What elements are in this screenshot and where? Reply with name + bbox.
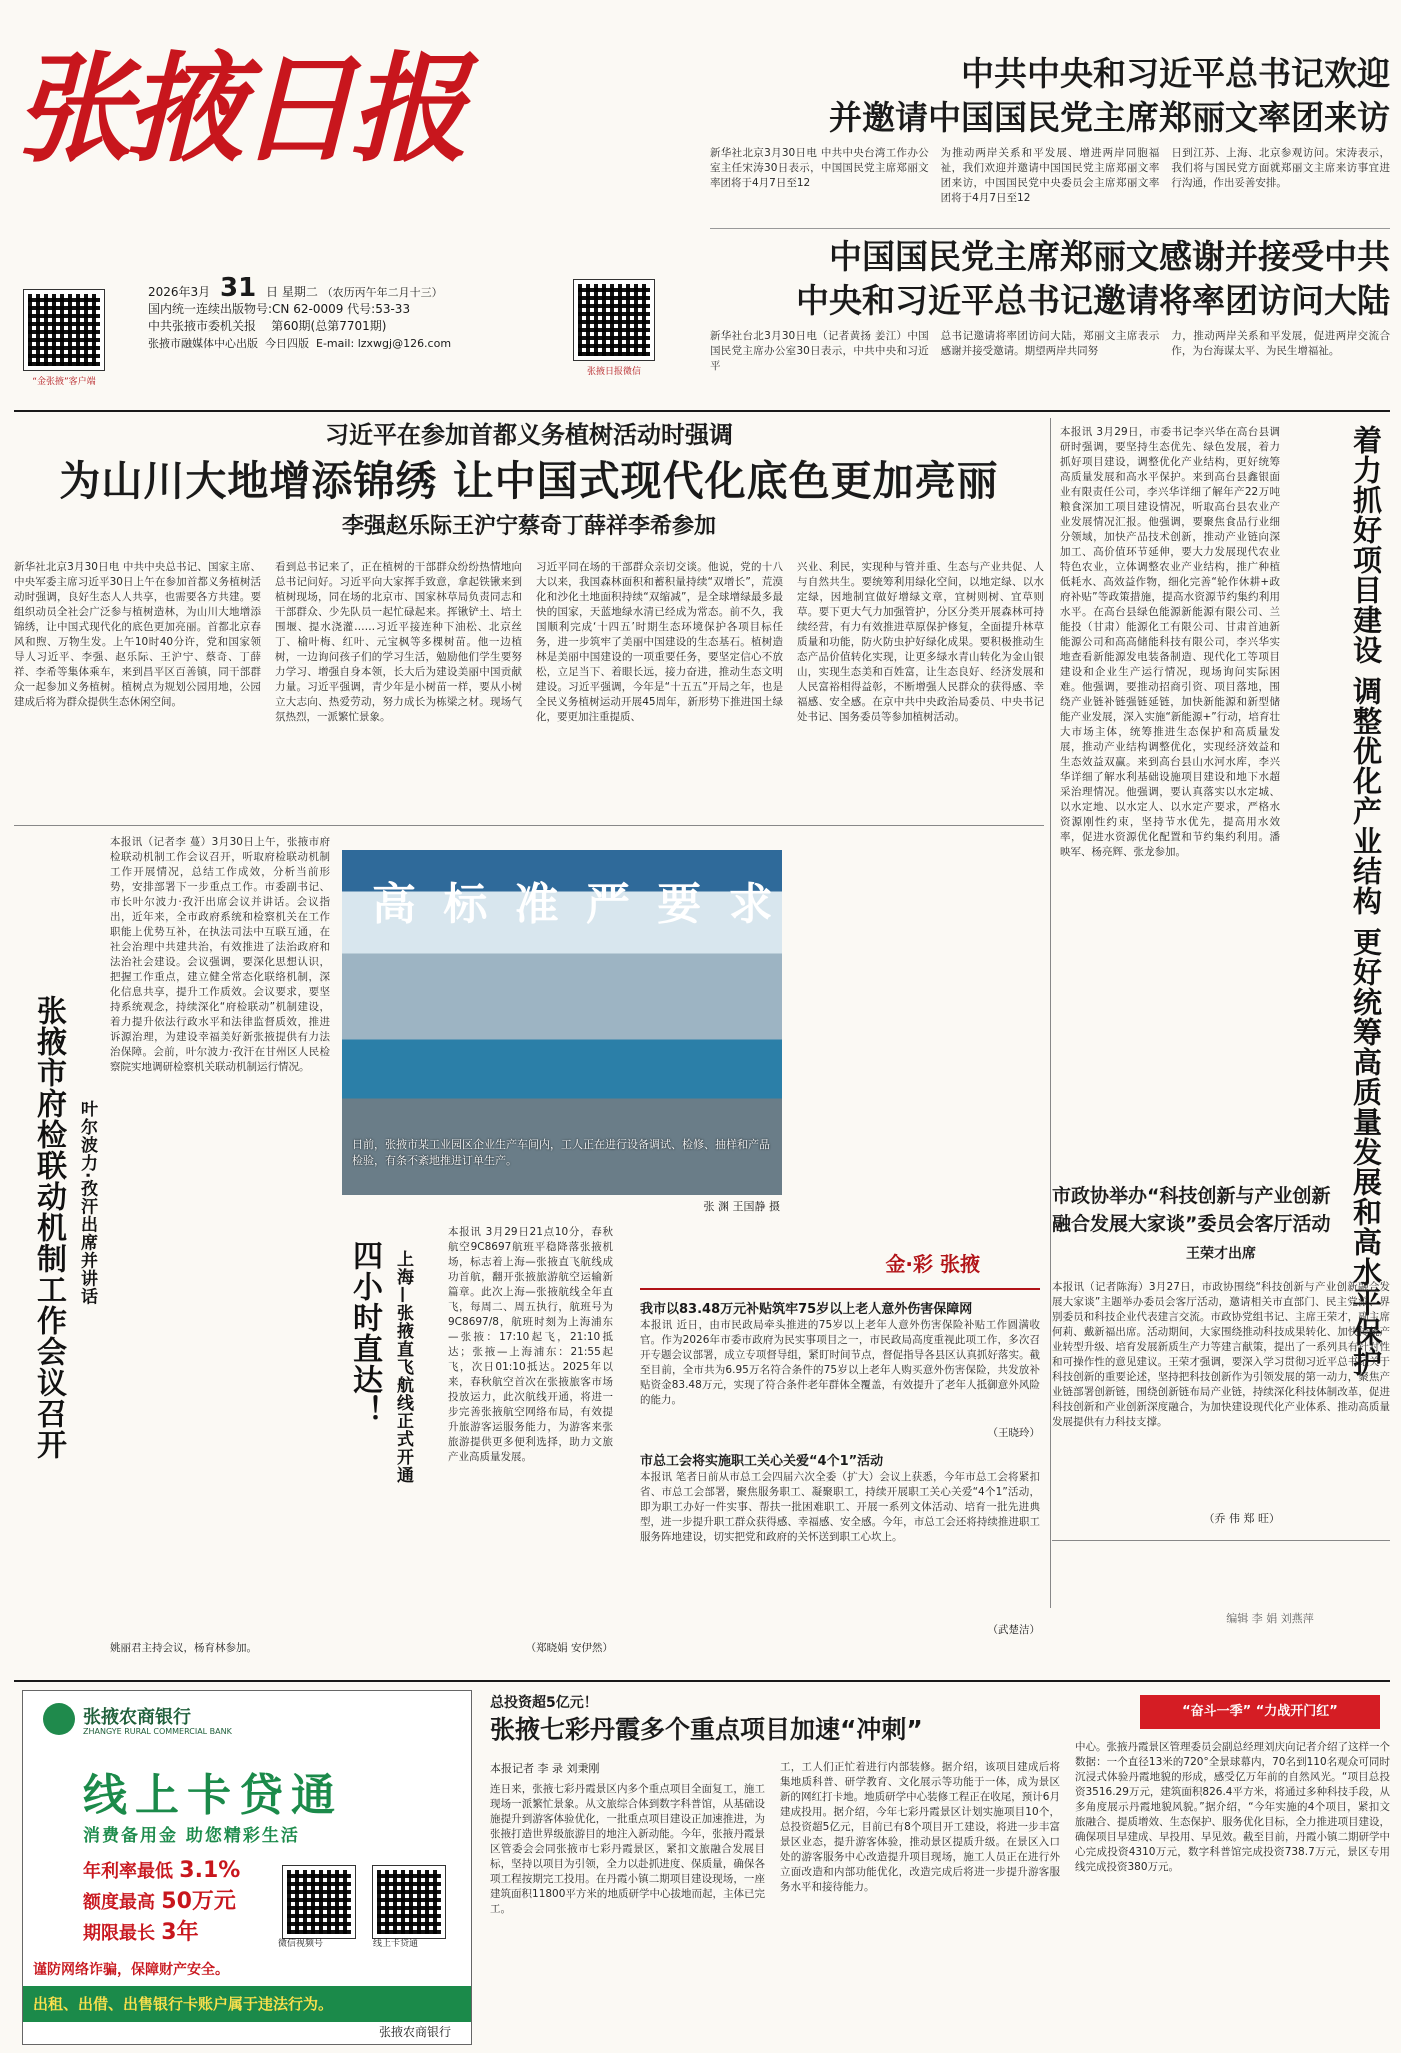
qicai-headline: 张掖七彩丹霞多个重点项目加速“冲刺”	[490, 1715, 923, 1744]
divider	[710, 228, 1390, 229]
masthead-info	[148, 273, 568, 376]
story1-title-2: 并邀请中国国民党主席郑丽文率团来访	[829, 98, 1390, 137]
divider	[14, 825, 1044, 826]
ad-product: 线上卡贷通	[83, 1770, 343, 1821]
news-photo	[342, 850, 782, 1195]
weekday: 日 星期二	[266, 285, 318, 299]
ad-footer: 张掖农商银行	[378, 2025, 451, 2039]
bank-name: 张掖农商银行	[83, 1707, 191, 1728]
flight-headline: 四小时直达！	[347, 1240, 382, 1426]
flight-subhead: 上海—张掖直飞航线正式开通	[393, 1250, 413, 1484]
qr-code-icon	[283, 1866, 355, 1938]
photo-caption: 日前，张掖市某工业园区企业生产车间内，工人正在进行设备调试、检修、抽样和产品检验，有条不紊地推进订单生产。	[352, 1138, 770, 1167]
left-story-headline: 张掖市府检联动机制工作会议召开	[31, 995, 66, 1460]
lead-col2: 看到总书记来了，正在植树的干部群众纷纷热情地向总书记问好。习近平向大家挥手致意，拿起铁锹来到植树现场，同在场的北京市、国家林草局负责同志和干部群众、少先队员一起忙碌起来。挥锹铲土、培土围堰、提水浇灌……习近平接连种下油松、北京丝丁、榆叶梅、红叶、元宝枫等多棵树苗。他一边植树，一边询问孩子们的学习生活，勉励他们学生要努力学习、增强自身本领，长大后为建设美丽中国贡献力量。习近平强调，青少年是小树苗一样，要从小树立大志向、热爱劳动，努力成长为栋梁之材。现场气氛热烈，一派繁忙景象。	[275, 561, 522, 723]
sponsor: 中共张掖市委机关报	[148, 319, 257, 333]
photo-credit: 张 渊 王国静 摄	[703, 1200, 780, 1213]
story1-col2: 为推动两岸关系和平发展、增进两岸同胞福祉，我们欢迎并邀请中国国民党主席郑丽文率团来访，中国国民党中央委员会主席郑丽文率团将于4月7日至12	[940, 147, 1160, 204]
lead-col4: 兴业、利民，实现种与管并重、生态与产业共促、人与自然共生。要统筹利用绿化空间，以地定绿、以水定绿，因地制宜做好增绿文章，宜树则树、宜草则草。要下更大气力加强管护，分区分类开展森林可持续经营，有力有效推进草原保护修复，全面提升林草质量和功能，防火防虫护好绿化成果。要积极推动生态产品价值转化实现，让更多绿水青山转化为金山银山，实现生态美和百姓富，让生态良好、经济发展和人民富裕相得益彰，不断增强人民群众的获得感、幸福感、安全感。在京中共中央政治局委员、中央书记处书记、国务委员等参加植树活动。	[797, 561, 1044, 723]
column-divider	[1050, 418, 1051, 1608]
story2-title-1: 中国国民党主席郑丽文感谢并接受中共	[829, 237, 1390, 276]
bank-ad[interactable]	[22, 1690, 472, 2045]
top-story-1	[710, 52, 1390, 232]
qicai-kicker: 总投资超5亿元！	[490, 1695, 598, 1711]
rate-value: 3.1%	[179, 1858, 241, 1883]
cppcc-headline-2: 融合发展大家谈”委员会客厅活动	[1052, 1213, 1331, 1235]
qr-right-label: 张掖日报微信	[586, 367, 641, 377]
qr-code-icon	[24, 290, 104, 370]
cppcc-subhead: 王荣才出席	[1186, 1246, 1256, 1262]
jincai-title: 金·彩 张掖	[885, 1252, 980, 1276]
right-lead-body: 本报讯 3月29日，市委书记李兴华在高台县调研时强调，要坚持生态优先、绿色发展，着力抓好项目建设，调整优化产业结构，更好统筹高质量发展和高水平保护。来到高台县鑫银面业有限责任公司，李兴华详细了解年产22万吨粮食深加工项目建设情况，听取高台县农业产业发展情况汇报。他强调，要聚焦食品行业细分领域，加快产品技术创新，推动产业链向深加工、高价值环节延伸，要大力发展现代农业特色农业，立体调整农业产业结构，推广种植低耗水、高效益作物，细化完善“轮作休耕+政府补贴”等政策措施，提高水资源节约集约利用水平。在高台县绿色能源新能源有限公司、兰能投（甘肃）能源化工有限公司、甘肃首迪新能源公司和高高储能科技有限公司，李兴华实地查看新能源发电装备制造、现代化工等项目建设和企业生产运行情况，现场询问实际困难。他强调，要推动招商引资、项目落地，围绕产业链补链强链延链，加快新能源和新型储能产业发展，深入实施“新能源+”行动，培育壮大市场主体，统筹推进生态保护和高质量发展，推动产业结构调整优化，实现经济效益和生态效益双赢。来到高台县山水河水库，李兴华详细了解水利基础设施项目建设和地下水超采治理情况。他强调，要认真落实以水定城、以水定地、以水定人、以水定产要求，严格水资源刚性约束，坚持节水优先，提高用水效率，促进水资源优化配置和节约集约利用。潘映军、杨亮辉、张龙参加。	[1060, 426, 1280, 858]
jincai-body2: 本报讯 笔者日前从市总工会四届六次全委（扩大）会议上获悉，今年市总工会将紧扣省、市总工会部署，聚焦服务职工、凝聚职工，持续开展职工关心关爱“4个1”活动，即为职工办好一件实事、帮扶一批困难职工、开展一系列文体活动、培育一批先进典型，进一步提升职工群众获得感、幸福感、安全感。今年，市总工会还将持续推进职工服务阵地建设，切实把党和政府的关怀送到职工心坎上。	[640, 1471, 1040, 1543]
lead-story	[14, 418, 1044, 818]
cn-number: 国内统一连续出版物号:CN 62-0009 代号:53-33	[148, 302, 411, 316]
right-lead-headline: 着力抓好项目建设 调整优化产业结构 更好统筹高质量发展和高水平保护	[1349, 425, 1383, 1378]
lead-col3: 习近平同在场的干部群众亲切交谈。他说，党的十八大以来，我国森林面积和蓄积量持续“双增长”，荒漠化和沙化土地面积持续“双缩减”，是全球增绿最多最快的国家，天蓝地绿水清已经成为常态。前不久，我国顺利完成‘十四五’时期生态环境保护各项目标任务，进一步筑牢了美丽中国建设的生态基石。植树造林是美丽中国建设的一项重要任务，要坚定信心不放松，立足当下、着眼长远，接力奋进，推动生态文明建设。习近平强调，今年是“十五五”开局之年，也是全民义务植树运动开展45周年，新形势下推进国土绿化，要更加注重提质、	[536, 561, 783, 723]
qicai-badge: “奋斗一季” “力战开门红”	[1140, 1695, 1380, 1729]
story1-col1: 新华社北京3月30日电 中共中央台湾工作办公室主任宋涛30日表示，中国国民党主席郑丽文率团将于4月7日至12	[710, 147, 929, 189]
story2-title-2: 中央和习近平总书记邀请将率团访问大陆	[796, 281, 1390, 320]
flight-byline: （郑晓娟 安伊然）	[525, 1642, 613, 1654]
masthead-divider	[14, 410, 1390, 412]
story2-col2: 总书记邀请将率团访问大陆，郑丽文主席表示感谢并接受邀请。期望两岸共同努	[940, 330, 1160, 357]
story1-col3: 日到江苏、上海、北京参观访问。宋涛表示，我们将与国民党方面就郑丽文主席来访事宜进行沟通，作出妥善安排。	[1171, 147, 1391, 189]
jincai-byline2: （武楚洁）	[987, 1624, 1040, 1636]
date-prefix: 2026年3月	[148, 285, 211, 299]
cppcc-body: 本报讯（记者陈海）3月27日，市政协围绕“科技创新与产业创新融合发展大家谈”主题举办委员会客厅活动，邀请相关市直部门、民主党派、界别委员和科技企业代表建言交流。市政协党组书记、主席王荣才，副主席何莉、戴新福出席。活动期间，大家围绕推动科技成果转化、加快传统产业转型升级、培育发展新质生产力等建言献策，提出了一系列具有针对性和可操作性的意见建议。王荣才强调，要深入学习贯彻习近平总书记关于科技创新的重要论述，坚持把科技创新作为引领发展的第一动力，聚焦产业链部署创新链，围绕创新链布局产业链，持续深化科技体制改革，促进科技创新和产业创新深度融合，为加快建设现代化产业体系、推动高质量发展提供有力科技支撑。	[1052, 1281, 1390, 1428]
lead-headline: 为山川大地增添锦绣 让中国式现代化底色更加亮丽	[59, 457, 999, 505]
page-count: 今日四版	[265, 337, 309, 350]
rate-label: 年利率最低	[83, 1861, 173, 1882]
term-label: 期限最长	[83, 1923, 155, 1944]
top-story-2	[710, 235, 1390, 405]
qr-code-icon	[574, 280, 654, 360]
qicai-col2: 工，工人们正忙着进行内部装修。据介绍，该项目建成后将集地质科普、研学教育、文化展示等功能于一体，成为景区新的网红打卡地。地质研学中心装修工程正在收尾，预计6月建成投用。据介绍，今年七彩丹霞景区计划实施项目10个，总投资超5亿元，目前已有8个项目开工建设，将进一步丰富景区业态，提升游客体验，推动景区提质升级。在景区入口处的游客服务中心改造提升项目现场，施工人员正在进行外立面改造和内部功能优化，改造完成后将进一步提升游客服务水平和接待能力。	[780, 1761, 1060, 1893]
left-story-byline: 姚丽君主持会议，杨育林参加。	[110, 1642, 257, 1654]
term-value: 3年	[161, 1920, 199, 1945]
jincai-h2: 市总工会将实施职工关心关爱“4个1”活动	[640, 1454, 884, 1469]
jincai-byline1: （王晓玲）	[987, 1427, 1040, 1439]
ad-warn1: 谨防网络诈骗，保障财产安全。	[33, 1962, 229, 1978]
lead-col1: 新华社北京3月30日电 中共中央总书记、国家主席、中央军委主席习近平30日上午在参加首都义务植树活动时强调，良好生态人人共享，也需要各方共建。要组织动员全社会广泛参与植树造林，为山川大地增添锦绣，让中国式现代化的底色更加亮丽。首都北京春风和煦、万物生发。上午10时40分许，党和国家领导人习近平、李强、赵乐际、王沪宁、蔡奇、丁薛祥、李希等集体乘车，来到昌平区百善镇，同干部群众一起参加义务植树。植树点为规划公园用地，公园建成后将为群众提供生态休闲空间。	[14, 561, 261, 708]
jincai-body1: 本报讯 近日，由市民政局牵头推进的75岁以上老年人意外伤害保险补贴工作圆满收官。作为2026年市委市政府为民实事项目之一，市民政局高度重视此项工作，多次召开专题会议部署，成立专项督导组，紧盯时间节点，督促指导各县区认真抓好落实。截至目前，全市共为6.95万名符合条件的75岁以上老年人购买意外伤害保险，共发放补贴资金83.48万元，实现了符合条件老年群体全覆盖，有效提升了老年人抵御意外风险的能力。	[640, 1319, 1040, 1406]
qicai-reporters: 本报记者 李 录 刘秉刚	[490, 1762, 600, 1775]
section-divider	[14, 1680, 1390, 1682]
photo-sign: 高 标 准 严 要 求	[372, 879, 779, 930]
qr2-label: 线上卡贷通	[373, 1939, 419, 1949]
qr-left	[24, 290, 104, 387]
right-lead-byline: （乔 伟 郑 旺）	[1203, 1512, 1280, 1525]
date-day: 31	[220, 273, 257, 303]
left-story-subhead: 叶尔波力·孜汗出席并讲话	[77, 1100, 97, 1306]
flight-body: 本报讯 3月29日21点10分，春秋航空9C8697航班平稳降落张掖机场，标志着上海—张掖直飞航线成功首航，翻开张掖旅游航空运输新篇章。此次上海—张掖航线全年直飞，每周二、周五执行，航班号为9C8697/8，航班时刻为上海浦东—张掖：17:10起飞，21:10抵达；张掖—上海浦东：21:55起飞，次日01:10抵达。2025年以来，春秋航空首次在张掖旅客市场投放运力，此次航线开通，将进一步完善张掖航空网络布局，有效提升旅游客运服务能力，为游客来张旅游提供更多便利选择，助力文旅产业高质量发展。	[448, 1226, 613, 1463]
amount-value: 50万元	[161, 1889, 236, 1914]
qicai-col1: 连日来，张掖七彩丹霞景区内多个重点项目全面复工，施工现场一派繁忙景象。从文旅综合体到数字科普馆，从基础设施提升到游客体验优化，一批重点项目建设正加速推进，为张掖打造世界级旅游目的地注入新动能。今年，张掖丹霞景区管委会会同张掖市七彩丹霞景区，紧扣文旅融合发展目标，坚持以项目为引领，全力以赴抓进度、保质量，确保各项工程按期完工投用。在丹霞小镇二期项目建设现场，一座建筑面积11800平方米的地质研学中心拔地而起，主体已完工。	[490, 1783, 765, 1915]
left-story-body: 本报讯（记者李 蔓）3月30日上午，张掖市府检联动机制工作会议召开，听取府检联动机制工作开展情况，总结工作成效，分析当前形势，安排部署下一步重点工作。市委副书记、市长叶尔波力·孜汗出席会议并讲话。会议指出，近年来，全市政府系统和检察机关在工作职能上优势互补，在执法司法中互联互通，在社会治理中共建共治，有效推进了法治政府和法治社会建设。会议强调，要深化思想认识，把握工作重点，建立健全常态化联络机制，深化信息共享，提升工作质效。会议要求，要坚持系统观念，持续深化“府检联动”机制建设，着力提升依法行政水平和法律监督质效，推进诉源治理，为建设幸福美好新张掖提供有力法治保障。会前，叶尔波力·孜汗在甘州区人民检察院实地调研检察机关联动机制运行情况。	[110, 836, 330, 1073]
publisher: 张掖市融媒体中心出版	[148, 337, 258, 350]
newspaper-title: 张掖日报	[14, 39, 463, 178]
story2-col1: 新华社台北3月30日电（记者黄扬 姜江）中国国民党主席办公室30日表示，中共中央和习近平	[710, 330, 929, 372]
qr1-label: 微信视频号	[278, 1939, 324, 1949]
jincai-logo	[640, 1240, 1040, 1290]
email: E-mail: lzxwgj@126.com	[316, 337, 452, 350]
lunar-date: （农历丙午年二月十三）	[321, 286, 443, 299]
qicai-col3: 中心。张掖丹霞景区管理委员会副总经理刘庆向记者介绍了这样一个数据：一个直径13米的720°全景球幕内，70名到110名观众可同时沉浸式体验丹霞地貌的形成，感受亿万年前的自然风光。“项目总投资3516.29万元，建筑面积826.4平方米，将通过多种科技手段，从多角度展示丹霞地貌风貌。”据介绍，“今年实施的4个项目，紧扣文旅融合、提质增效、生态保护、服务优化目标，全力推进项目建设，确保项目早建成、早投用、早见效。截至目前，丹霞小镇二期研学中心完成投资4310万元，数字科普馆完成投资738.7万元，景区专用线完成投资380万元。	[1075, 1741, 1390, 1873]
lead-subhead: 李强赵乐际王沪宁蔡奇丁薛祥李希参加	[341, 514, 716, 539]
ad-slogan: 消费备用金 助您精彩生活	[83, 1826, 300, 1846]
cppcc-headline-1: 市政协举办“科技创新与产业创新	[1052, 1185, 1331, 1207]
qr-code-icon	[373, 1866, 445, 1938]
bank-logo-icon	[43, 1703, 75, 1735]
story1-title-1: 中共中央和习近平总书记欢迎	[961, 54, 1390, 93]
bank-en: ZHANGYE RURAL COMMERCIAL BANK	[83, 1727, 232, 1736]
jincai-h1: 我市以83.48万元补贴筑牢75岁以上老人意外伤害保障网	[640, 1302, 973, 1317]
qr-right	[574, 280, 654, 376]
issue-number: 第60期(总第7701期)	[271, 319, 387, 333]
editor-credit: 编辑 李 娟 刘燕萍	[1226, 1612, 1314, 1625]
masthead	[14, 40, 654, 220]
cppcc-headline	[1052, 1182, 1390, 1266]
story2-col3: 力，推动两岸关系和平发展，促进两岸交流合作，为台海谋太平、为民生增福祉。	[1171, 330, 1391, 357]
amount-label: 额度最高	[83, 1892, 155, 1913]
ad-warn2: 出租、出借、出售银行卡账户属于违法行为。	[33, 1995, 334, 2013]
lead-kicker: 习近平在参加首都义务植树活动时强调	[325, 421, 733, 449]
qr-left-label: “金张掖”客户端	[32, 377, 96, 387]
